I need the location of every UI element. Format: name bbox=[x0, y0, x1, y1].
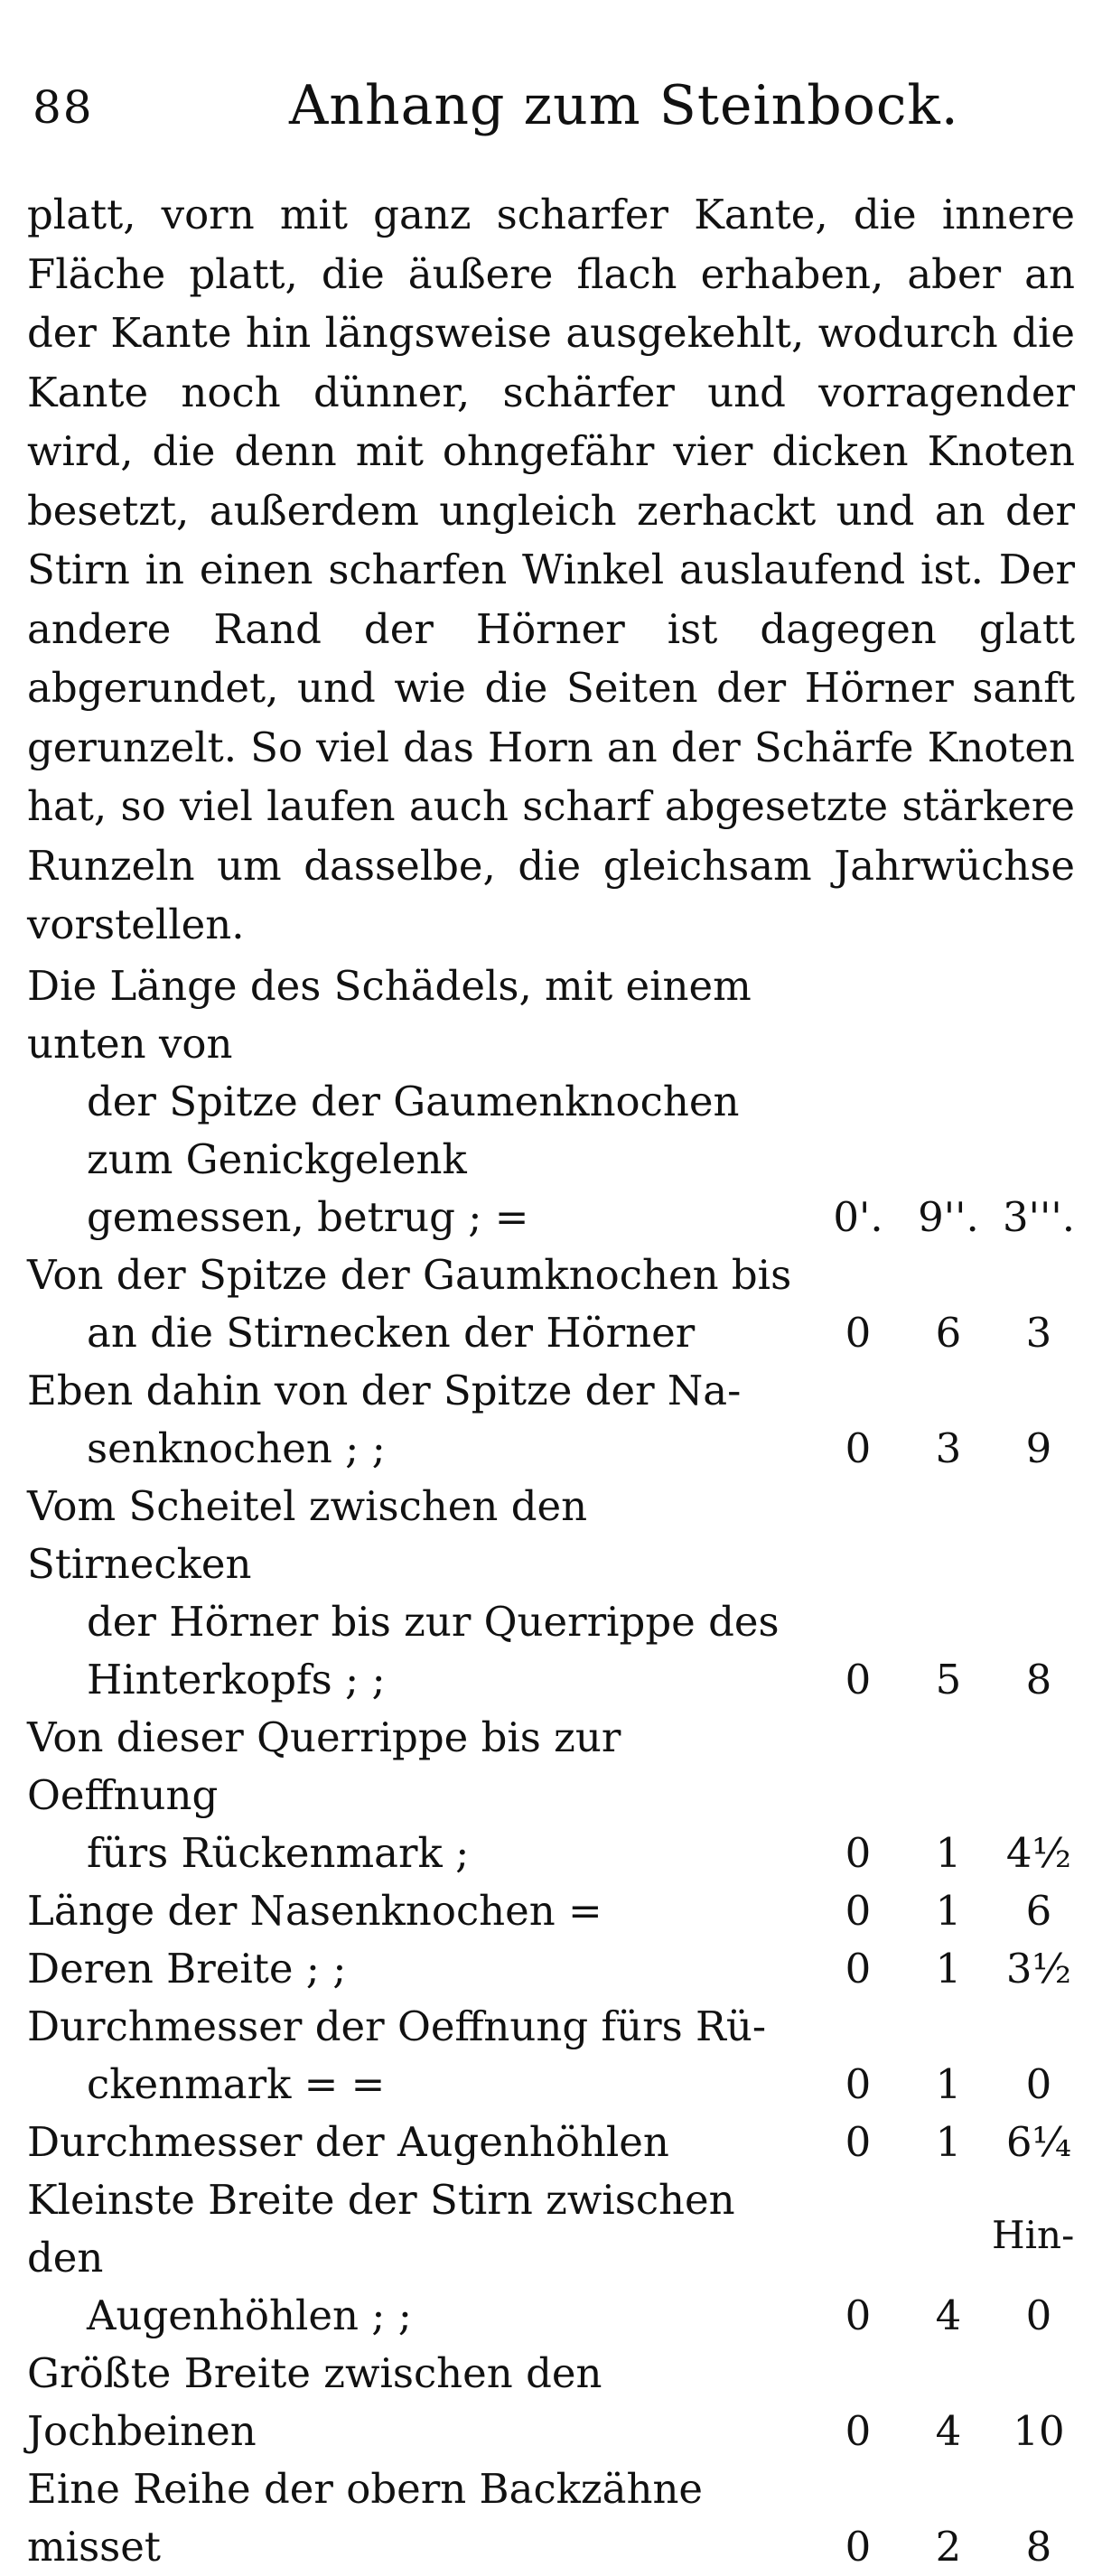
measurement-value-a: 0 bbox=[845, 2291, 872, 2339]
running-title: Anhang zum Steinbock. bbox=[289, 74, 959, 137]
measurement-value-a: 0 bbox=[845, 1945, 872, 1993]
measurement-label bbox=[27, 2114, 813, 2171]
measurement-label-continuation: senknochen ; ; bbox=[87, 1424, 386, 1472]
measurement-value-c: 0 bbox=[1025, 2291, 1052, 2339]
measurement-row bbox=[27, 2114, 1084, 2171]
measurement-label-line: Deren Breite ; ; bbox=[27, 1945, 347, 1993]
measurement-label bbox=[27, 1478, 813, 1709]
measurement-value-c: 6 bbox=[1025, 1887, 1052, 1935]
measurement-value-c: 8 bbox=[1025, 2523, 1052, 2571]
measurement-value-b: 1 bbox=[935, 1887, 962, 1935]
measurement-value-b: 1 bbox=[935, 2118, 962, 2166]
measurement-label bbox=[27, 1940, 813, 1998]
measurement-value-a: 0 bbox=[845, 2407, 872, 2455]
measurement-value-b: 1 bbox=[935, 1945, 962, 1993]
measurement-row bbox=[27, 2171, 1084, 2345]
measurement-label-continuation: ckenmark = = bbox=[87, 2060, 386, 2108]
measurement-value-c: 6¼ bbox=[1005, 2118, 1072, 2166]
measurement-row bbox=[27, 2345, 1084, 2460]
measurement-table bbox=[27, 957, 1084, 2576]
measurement-label-continuation: Augenhöhlen ; ; bbox=[87, 2291, 412, 2339]
measurement-value-a: 0 bbox=[845, 1887, 872, 1935]
measurement-label-line: Kleinste Breite der Stirn zwischen den bbox=[27, 2176, 735, 2282]
measurement-row bbox=[27, 1709, 1084, 1882]
measurement-value-a: 0 bbox=[845, 2523, 872, 2571]
measurement-label-continuation: an die Stirnecken der Hörner bbox=[87, 1309, 696, 1357]
measurement-label-continuation: der Hörner bis zur Querrippe des bbox=[87, 1598, 780, 1646]
measurement-row bbox=[27, 2460, 1084, 2576]
body-paragraph: platt, vorn mit ganz scharfer Kante, die innere Fläche platt, die äußere flach erhaben, aber an der Kante hin längsweise ausgekehlt, wodurch die Kante noch dünner, schärfer und vorragender wird, die denn mit ohngefähr vier dicken Knoten besetzt, außerdem ungleich zerhackt und an der Stirn in einen scharfen Winkel auslaufend ist. Der andere Rand der Hörner ist dagegen glatt abgerundet, und wie die Seiten der Hörner sanft gerunzelt. So viel das Horn an der Schärfe Knoten hat, so viel laufen auch scharf abgesetzte stärkere Runzeln um dasselbe, die gleichsam Jahrwüchse vorstellen. bbox=[27, 191, 1075, 948]
measurement-label bbox=[27, 2345, 813, 2460]
measurement-label bbox=[27, 1246, 813, 1362]
measurement-label-continuation: gemessen, betrug ; = bbox=[87, 1193, 529, 1241]
measurement-value-c: 8 bbox=[1025, 1656, 1052, 1703]
measurement-label-line: Die Länge des Schädels, mit einem unten von bbox=[27, 962, 752, 1068]
measurement-value-c: 3½ bbox=[1005, 1945, 1072, 1993]
measurement-value-b: 9''. bbox=[918, 1193, 979, 1241]
measurement-row bbox=[27, 1362, 1084, 1478]
measurement-row bbox=[27, 957, 1084, 1246]
measurement-label-line: Vom Scheitel zwischen den Stirnecken bbox=[27, 1482, 588, 1588]
page-header bbox=[0, 63, 1102, 154]
measurement-value-a: 0 bbox=[845, 1309, 872, 1357]
measurement-value-b: 4 bbox=[935, 2291, 962, 2339]
measurement-label-continuation: der Spitze der Gaumenknochen zum Genickgelenk bbox=[87, 1078, 740, 1183]
measurement-value-c: 0 bbox=[1025, 2060, 1052, 2108]
measurement-value-c: 3 bbox=[1025, 1309, 1052, 1357]
measurement-value-b: 1 bbox=[935, 1829, 962, 1877]
measurement-label-continuation: Hinterkopfs ; ; bbox=[87, 1656, 386, 1703]
measurement-label bbox=[27, 2171, 813, 2345]
measurement-value-a: 0'. bbox=[833, 1193, 883, 1241]
measurement-label-line: Von dieser Querrippe bis zur Oeffnung bbox=[27, 1713, 621, 1819]
measurement-label bbox=[27, 1998, 813, 2114]
measurement-value-a: 0 bbox=[845, 2060, 872, 2108]
measurement-value-c: 10 bbox=[1013, 2407, 1065, 2455]
measurement-row bbox=[27, 1246, 1084, 1362]
measurement-label-line: Eine Reihe der obern Backzähne misset bbox=[27, 2465, 704, 2571]
measurement-value-a: 0 bbox=[845, 2118, 872, 2166]
measurement-value-b: 6 bbox=[935, 1309, 962, 1357]
measurement-value-a: 0 bbox=[845, 1829, 872, 1877]
measurement-value-b: 2 bbox=[935, 2523, 962, 2571]
measurement-label bbox=[27, 1362, 813, 1478]
measurement-value-b: 4 bbox=[935, 2407, 962, 2455]
measurement-value-c: 3'''. bbox=[1002, 1193, 1076, 1241]
measurement-label-line: Länge der Nasenknochen = bbox=[27, 1887, 602, 1935]
measurement-value-a: 0 bbox=[845, 1656, 872, 1703]
measurement-label-line: Durchmesser der Augenhöhlen bbox=[27, 2118, 669, 2166]
measurement-label-line: Durchmesser der Oeffnung fürs Rü- bbox=[27, 2002, 767, 2050]
measurement-value-c: 9 bbox=[1025, 1424, 1052, 1472]
measurement-value-b: 3 bbox=[935, 1424, 962, 1472]
measurement-label-continuation: fürs Rückenmark ; bbox=[87, 1829, 470, 1877]
measurement-label bbox=[27, 957, 813, 1246]
measurement-label bbox=[27, 2460, 813, 2576]
measurement-label bbox=[27, 1882, 813, 1940]
measurement-value-c: 4½ bbox=[1005, 1829, 1072, 1877]
measurement-value-a: 0 bbox=[845, 1424, 872, 1472]
measurement-label-line: Größte Breite zwischen den Jochbeinen bbox=[27, 2349, 602, 2455]
measurement-row bbox=[27, 1940, 1084, 1998]
measurement-value-b: 5 bbox=[935, 1656, 962, 1703]
catchword: Hin- bbox=[992, 2213, 1075, 2257]
page-number: 88 bbox=[33, 81, 94, 134]
measurement-label-line: Eben dahin von der Spitze der Na- bbox=[27, 1367, 742, 1414]
measurement-row bbox=[27, 1882, 1084, 1940]
measurement-label-line: Von der Spitze der Gaumknochen bis bbox=[27, 1251, 792, 1299]
measurement-label bbox=[27, 1709, 813, 1882]
measurement-value-b: 1 bbox=[935, 2060, 962, 2108]
measurement-row bbox=[27, 1998, 1084, 2114]
measurement-row bbox=[27, 1478, 1084, 1709]
